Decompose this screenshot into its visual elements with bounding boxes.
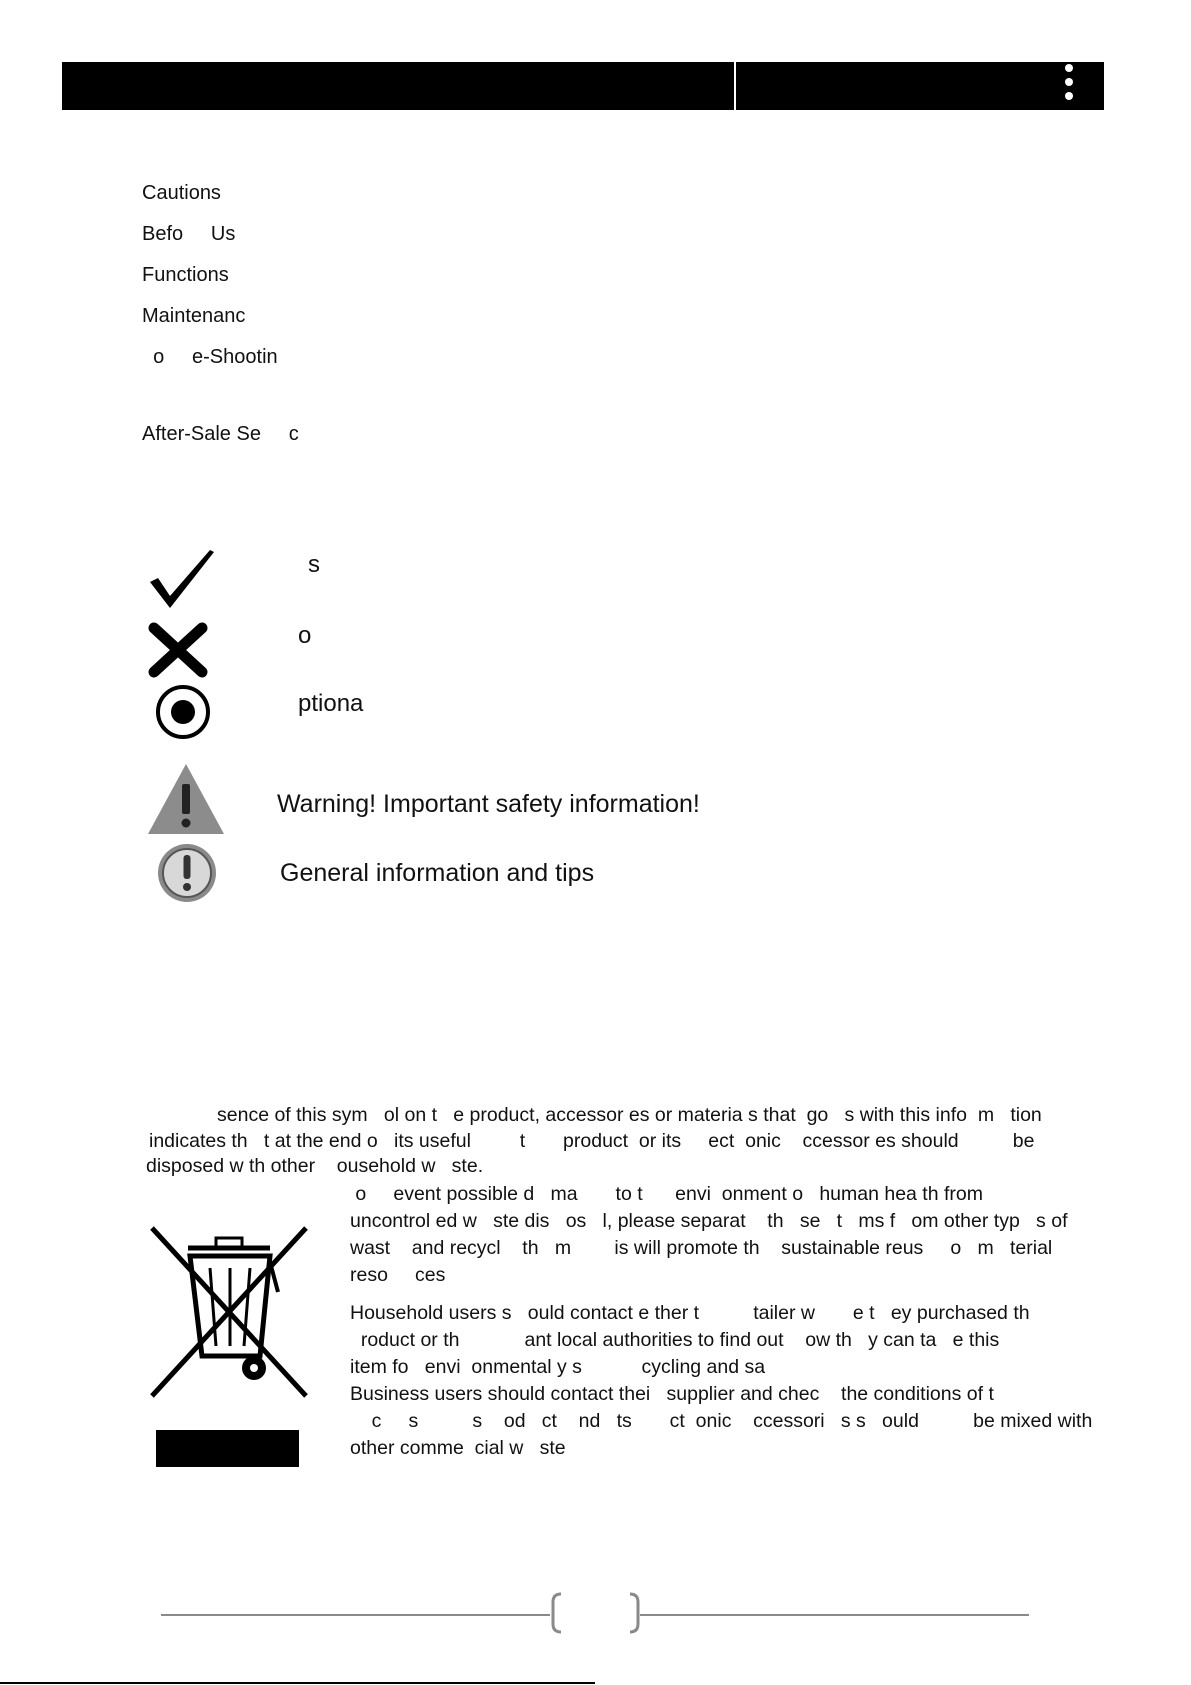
info-exclamation-icon [156,842,218,904]
cross-icon [146,620,210,680]
crossed-out-wheelie-bin-icon [146,1222,312,1402]
disposal-intro-line-3: disposed w th other ousehold w ste. [146,1155,484,1177]
disposal-intro-line-1: sence of this sym ol on t e product, accessor es or materia s that go s with this info m tion [217,1104,1042,1126]
disposal-para3-line-2: c s s od ct nd ts ct onic ccessori s s ould be mixed with [350,1410,1093,1432]
legend-label-yes: s [308,551,320,578]
disposal-intro-line-2: indicates th t at the end o its useful t product or its ect onic ccessor es should be [149,1130,1035,1152]
disposal-para1-line-2: uncontrol ed w ste dis os l, please separat th se t ms f om other typ s of [350,1210,1068,1232]
toc-item-trouble-shooting[interactable]: o e-Shootin [142,346,278,368]
checkmark-icon [146,548,218,612]
legend-label-general-info: General information and tips [280,859,595,887]
header-bar-right [736,62,1104,110]
toc-item-before-use[interactable]: Befo Us [142,223,236,245]
footer-line-left [161,1614,550,1616]
footer-bracket-right [626,1592,642,1634]
disposal-para3-line-1: Business users should contact thei supplier and chec the conditions of t [350,1383,994,1405]
toc-item-cautions[interactable]: Cautions [142,182,221,204]
legend-label-optional: ptiona [298,690,364,717]
disposal-para1-line-4: reso ces [350,1264,446,1286]
disposal-para1-line-1: o event possible d ma to t envi onment o human hea th from [350,1183,983,1205]
toc-item-after-sale-service[interactable]: After-Sale Se c [142,423,299,445]
bottom-edge-line [0,1682,595,1684]
disposal-black-bar [156,1430,299,1467]
legend-label-warning: Warning! Important safety information! [277,790,700,818]
disposal-para2-line-3: item fo envi onmental y s cycling and sa [350,1356,766,1378]
disposal-para2-line-2: roduct or th ant local authorities to find out ow th y can ta e this [350,1329,1000,1351]
disposal-para2-line-1: Household users s ould contact e ther t tailer w e t ey purchased th [350,1302,1030,1324]
footer-line-right [640,1614,1029,1616]
optional-dot-icon [154,683,212,741]
legend-label-no: o [298,622,312,649]
header-dots-icon [1065,64,1073,108]
toc-item-functions[interactable]: Functions [142,264,229,286]
disposal-para3-line-3: other comme cial w ste [350,1437,566,1459]
disposal-para1-line-3: wast and recycl th m is will promote th sustainable reus o m terial [350,1237,1053,1259]
toc-item-maintenance[interactable]: Maintenanc [142,305,246,327]
header-bar [62,62,734,110]
footer-bracket-left [549,1592,565,1634]
warning-triangle-icon [146,762,226,836]
